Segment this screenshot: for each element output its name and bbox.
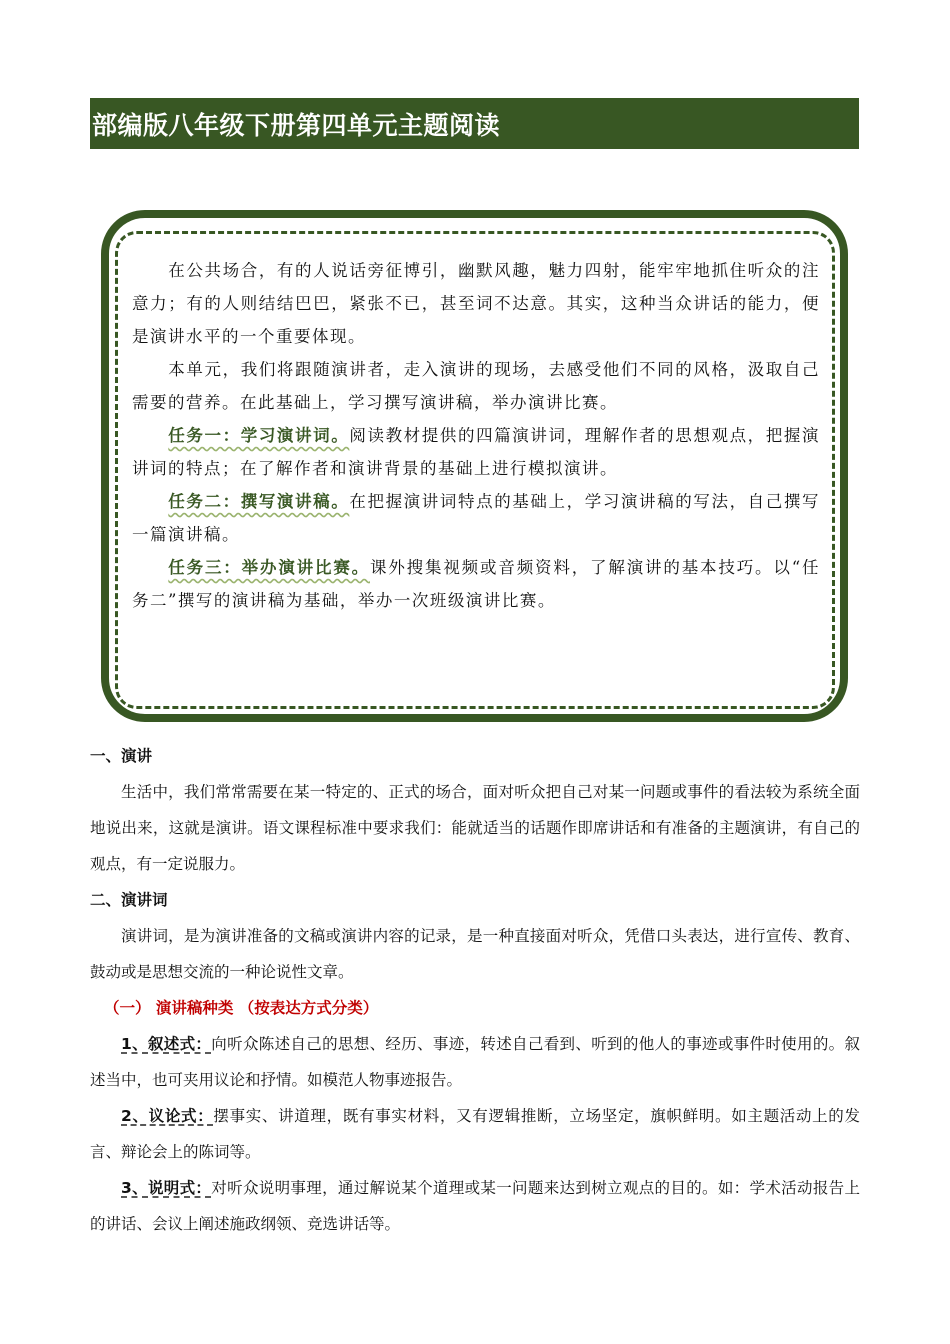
title-banner: [90, 98, 859, 149]
section-heading: 一、演讲: [90, 747, 153, 765]
subsection-heading: （一） 演讲稿种类 （按表达方式分类）: [104, 999, 379, 1017]
intro-box: [132, 254, 820, 617]
task-text: 在把握演讲词特点的基础上，学习演讲稿的写法，自己撰写一篇演讲稿。: [132, 492, 821, 544]
type-text: 向听众陈述自己的思想、经历、事迹，转述自己看到、听到的他人的事迹或事件时使用的。叙述当中，也可夹用议论和抒情。如模范人物事迹报告。: [90, 1035, 860, 1089]
intro-paragraph: 在公共场合，有的人说话旁征博引，幽默风趣，魅力四射，能牢牢地抓住听众的注意力；有的人则结结巴巴，紧张不已，甚至词不达意。其实，这种当众讲话的能力，便是演讲水平的一个重要体现。: [132, 261, 820, 346]
task-item: [132, 551, 820, 617]
task-label: 任务一：学习演讲词。: [168, 426, 350, 445]
type-item: [90, 1026, 860, 1098]
type-label: 3、说明式：: [121, 1179, 212, 1197]
intro-paragraph: 本单元，我们将跟随演讲者，走入演讲的现场，去感受他们不同的风格，汲取自己需要的营养。在此基础上，学习撰写演讲稿，举办演讲比赛。: [132, 360, 820, 412]
task-item: [132, 485, 820, 551]
type-item: [90, 1098, 860, 1170]
section-paragraph: 生活中，我们常常需要在某一特定的、正式的场合，面对听众把自己对某一问题或事件的看法较为系统全面地说出来，这就是演讲。语文课程标准中要求我们：能就适当的话题作即席讲话和有准备的主题演讲，有自己的观点，有一定说服力。: [90, 783, 860, 873]
page-title: 部编版八年级下册第四单元主题阅读: [92, 110, 501, 140]
type-text: 摆事实、讲道理，既有事实材料，又有逻辑推断，立场坚定，旗帜鲜明。如主题活动上的发言、辩论会上的陈词等。: [90, 1107, 860, 1161]
type-item: [90, 1170, 860, 1242]
task-label: 任务二：撰写演讲稿。: [168, 492, 350, 511]
section-paragraph: 演讲词，是为演讲准备的文稿或演讲内容的记录，是一种直接面对听众，凭借口头表达，进行宣传、教育、鼓动或是思想交流的一种论说性文章。: [90, 927, 860, 981]
main-content: [90, 738, 860, 1242]
type-text: 对听众说明事理，通过解说某个道理或某一问题来达到树立观点的目的。如：学术活动报告上的讲话、会议上阐述施政纲领、竞选讲话等。: [90, 1179, 860, 1233]
task-item: [132, 419, 820, 485]
section-heading: 二、演讲词: [90, 891, 168, 909]
type-label: 1、叙述式：: [121, 1035, 212, 1053]
type-label: 2、议论式：: [121, 1107, 214, 1125]
task-text: 阅读教材提供的四篇演讲词，理解作者的思想观点，把握演讲词的特点；在了解作者和演讲背景的基础上进行模拟演讲。: [132, 426, 821, 478]
task-label: 任务三：举办演讲比赛。: [168, 558, 370, 577]
task-text: 课外搜集视频或音频资料，了解演讲的基本技巧。以“任务二”撰写的演讲稿为基础，举办一次班级演讲比赛。: [132, 558, 821, 610]
